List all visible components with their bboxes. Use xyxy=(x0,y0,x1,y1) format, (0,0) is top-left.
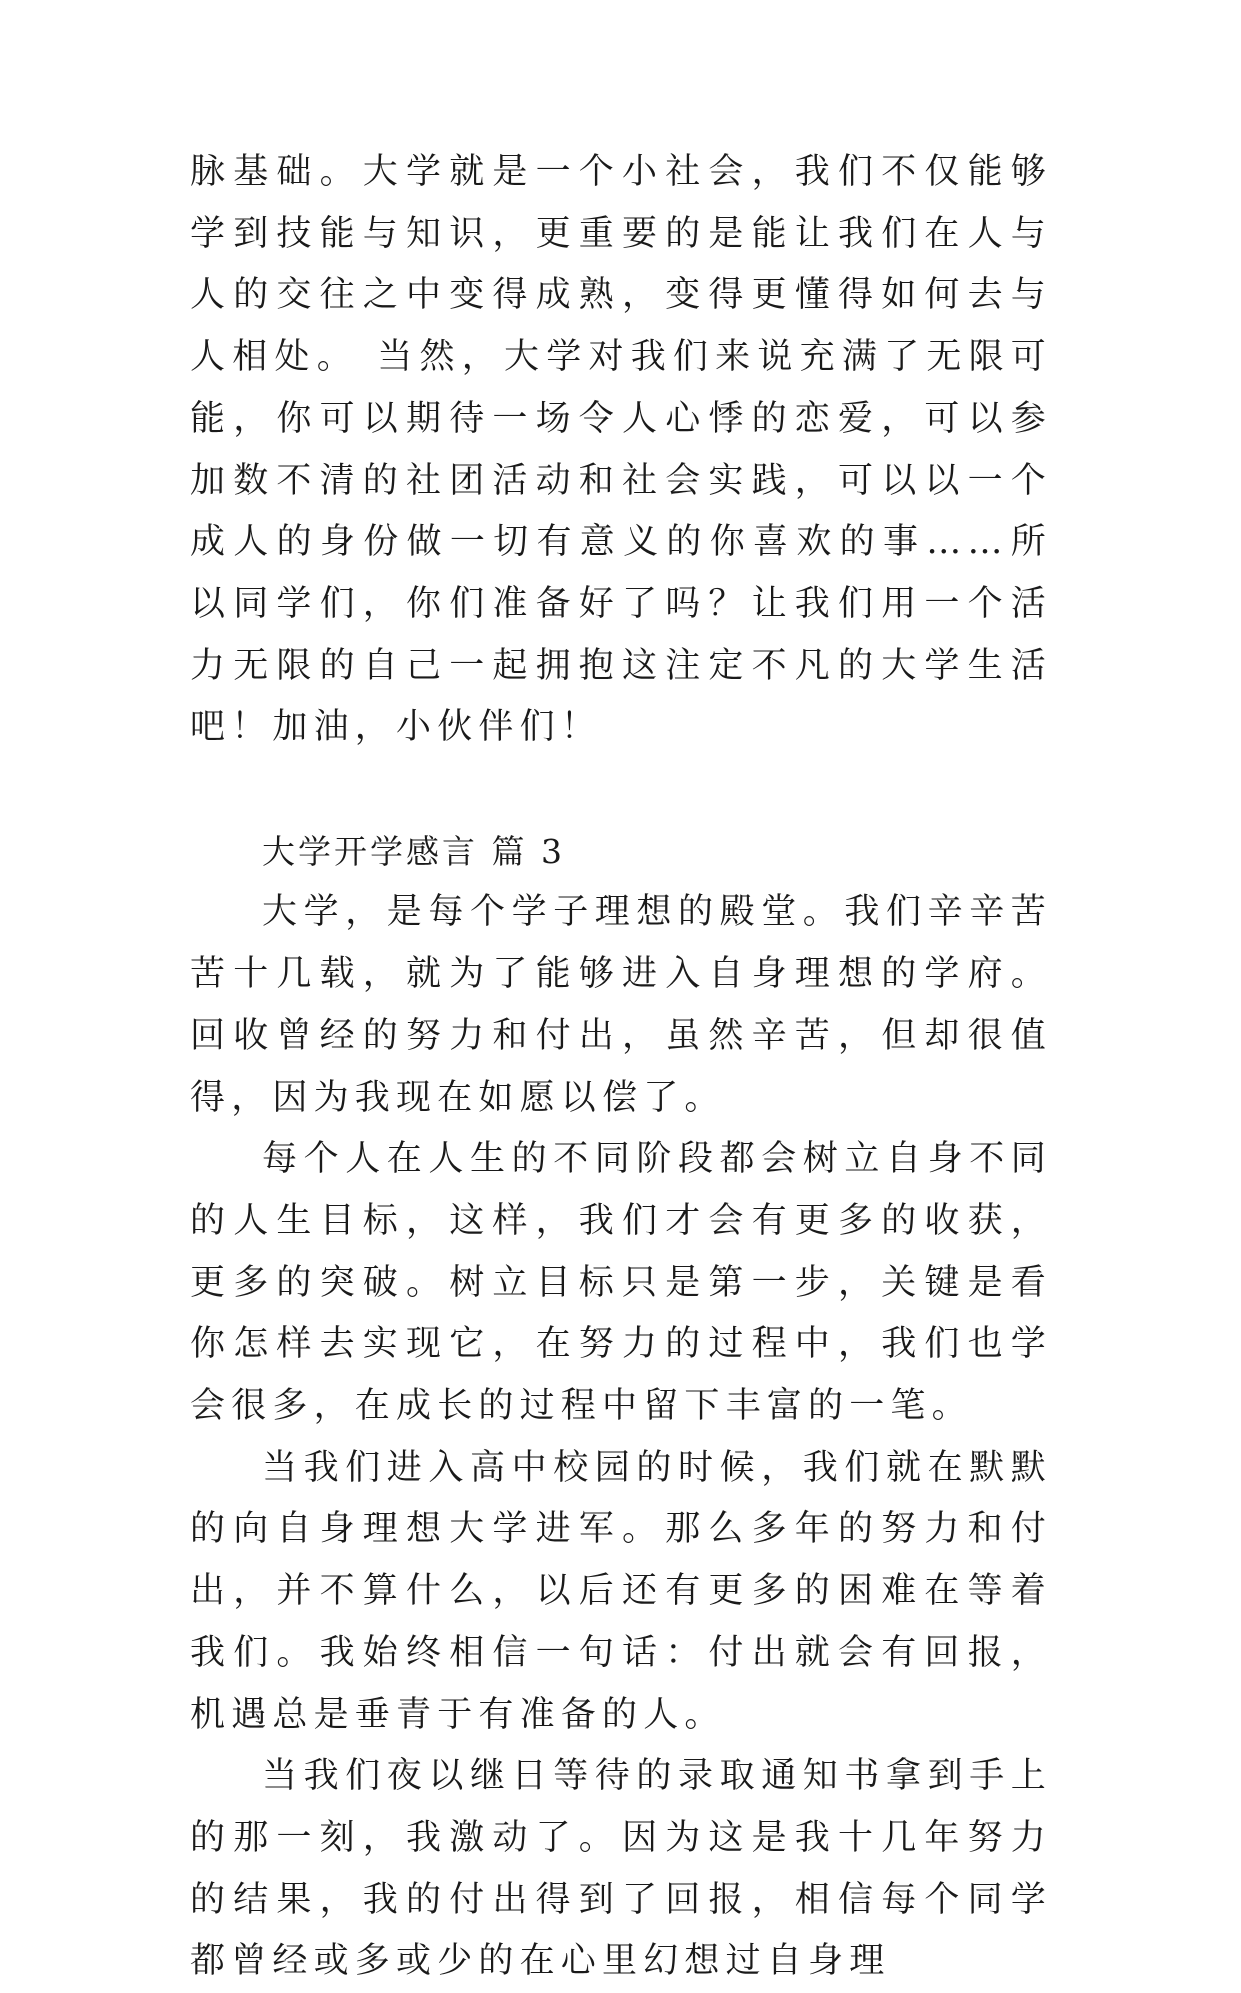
paragraph: 大学，是每个学子理想的殿堂。我们辛辛苦苦十几载，就为了能够进入自身理想的学府。回收曾经的努力和付出，虽然辛苦，但却很值得，因为我现在如愿以偿了。 xyxy=(190,892,1052,1118)
paragraph: 每个人在人生的不同阶段都会树立自身不同的人生目标，这样，我们才会有更多的收获，更多的突破。树立目标只是第一步，关键是看你怎样去实现它，在努力的过程中，我们也学会很多，在成长的过程中留下丰富的一笔。 xyxy=(190,1139,1052,1427)
continued-paragraph: 脉基础。大学就是一个小社会，我们不仅能够学到技能与知识，更重要的是能让我们在人与人的交往之中变得成熟，变得更懂得如何去与人相处。 当然，大学对我们来说充满了无限可能，你可以期待一场令人心悸的恋爱，可以参加数不清的社团活动和社会实践，可以以一个成人的身份做一切有意义的你喜欢的事……所以同学们，你们准备好了吗？让我们用一个活力无限的自己一起拥抱这注定不凡的大学生活吧！加油，小伙伴们！ xyxy=(190,152,1052,748)
section-spacer xyxy=(190,759,1052,821)
section-heading: 大学开学感言 篇 3 xyxy=(262,831,565,871)
paragraph: 当我们进入高中校园的时候，我们就在默默的向自身理想大学进军。那么多年的努力和付出，并不算什么，以后还有更多的困难在等着我们。我始终相信一句话：付出就会有回报，机遇总是垂青于有准备的人。 xyxy=(190,1447,1052,1735)
document-body xyxy=(190,142,1052,1993)
paragraph: 当我们夜以继日等待的录取通知书拿到手上的那一刻，我激动了。因为这是我十几年努力的结果，我的付出得到了回报，相信每个同学都曾经或多或少的在心里幻想过自身理 xyxy=(190,1756,1052,1982)
